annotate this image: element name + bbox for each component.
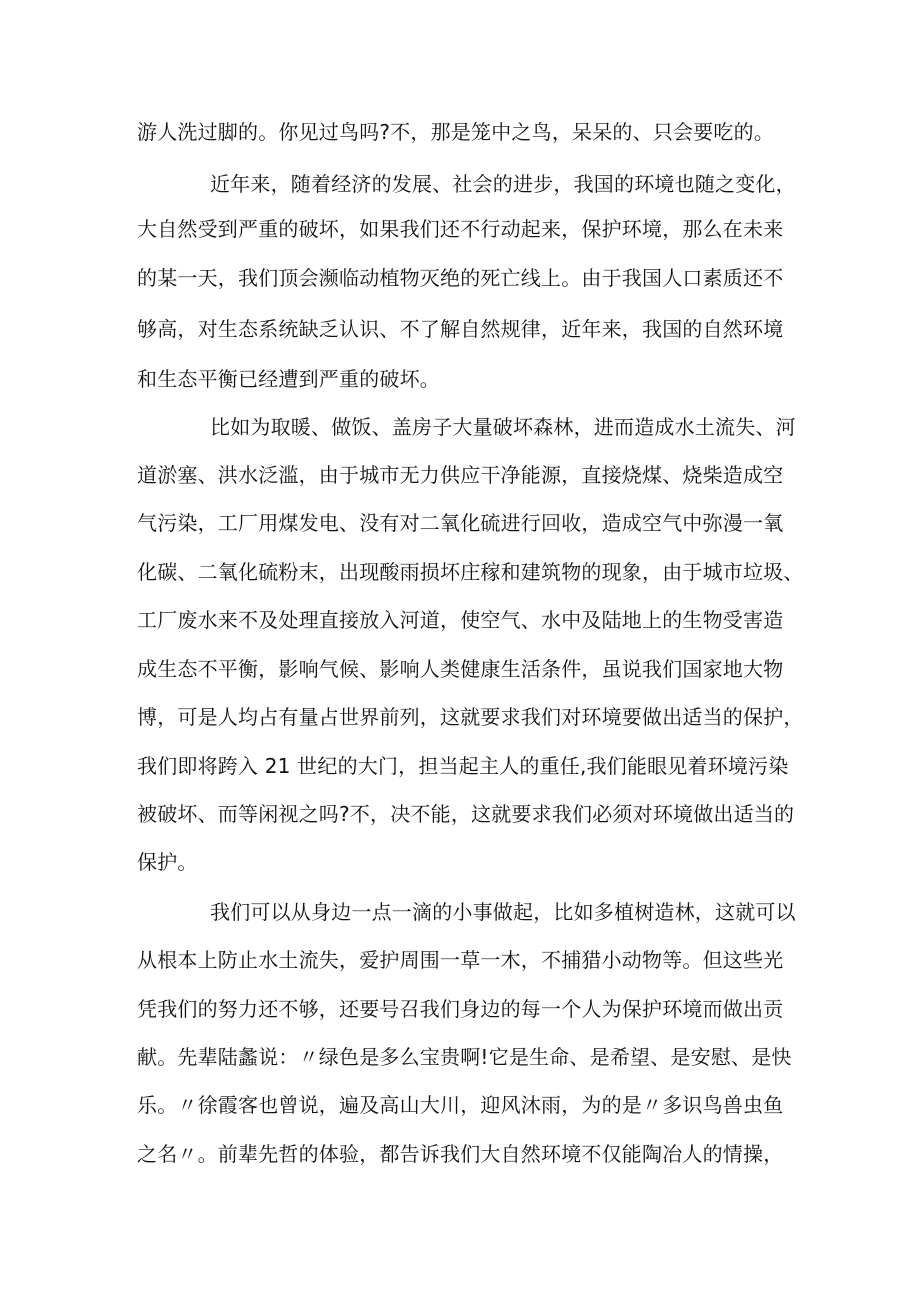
text-line: 保护。 (137, 850, 198, 874)
text-line: 凭我们的努力还不够，还要号召我们身边的每一个人为保护环境而做出贡 (137, 997, 784, 1021)
paragraph-first-line: 近年来，随着经济的发展、社会的进步，我国的环境也随之变化， (210, 172, 796, 196)
text-line: 成生态不平衡，影响气候、影响人类健康生活条件，虽说我们国家地大物 (137, 657, 784, 681)
text-line: 被破坏、而等闲视之吗?不，决不能，这就要求我们必须对环境做出适当的 (137, 802, 795, 826)
paragraph-first-line: 我们可以从身边一点一滴的小事做起，比如多植树造林，这就可以 (210, 900, 796, 924)
text-line: 博，可是人均占有量占世界前列，这就要求我们对环境要做出适当的保护， (137, 705, 804, 729)
paragraph-first-line: 比如为取暖、做饭、盖房子大量破坏森林，进而造成水土流失、河 (210, 415, 796, 439)
text-line: 从根本上防止水土流失，爱护周围一草一木，不捕猎小动物等。但这些光 (137, 948, 784, 972)
text-line: 工厂废水来不及处理直接放入河道，使空气、水中及陆地上的生物受害造 (137, 608, 784, 632)
text-line: 够高，对生态系统缺乏认识、不了解自然规律，近年来，我国的自然环境 (137, 317, 784, 341)
text-line: 道淤塞、洪水泛滥，由于城市无力供应干净能源，直接烧煤、烧柴造成空 (137, 463, 784, 487)
text-line: 气污染，工厂用煤发电、没有对二氧化硫进行回收，造成空气中弥漫一氧 (137, 511, 784, 535)
text-line: 和生态平衡已经遭到严重的破坏。 (137, 367, 440, 391)
text-line: 游人洗过脚的。你见过鸟吗?不，那是笼中之鸟，呆呆的、只会要吃的。 (137, 120, 775, 144)
text-line: 献。先辈陆蠡说：〃绿色是多么宝贵啊!它是生命、是希望、是安慰、是快 (137, 1045, 792, 1069)
text-line: 化碳、二氧化硫粉末，出现酸雨损坏庄稼和建筑物的现象，由于城市垃圾、 (137, 560, 804, 584)
text-line: 之名〃。前辈先哲的体验，都告诉我们大自然环境不仅能陶冶人的情操， (137, 1142, 784, 1166)
text-line: 大自然受到严重的破坏，如果我们还不行动起来，保护环境，那么在未来 (137, 217, 784, 241)
text-line: 乐。〃徐霞客也曾说，遍及高山大川，迎风沐雨，为的是〃多识鸟兽虫鱼 (137, 1093, 784, 1117)
text-line: 我们即将跨入 21 世纪的大门，担当起主人的重任,我们能眼见着环境污染 (137, 754, 789, 778)
text-line: 的某一天，我们顶会濒临动植物灭绝的死亡线上。由于我国人口素质还不 (137, 266, 784, 290)
